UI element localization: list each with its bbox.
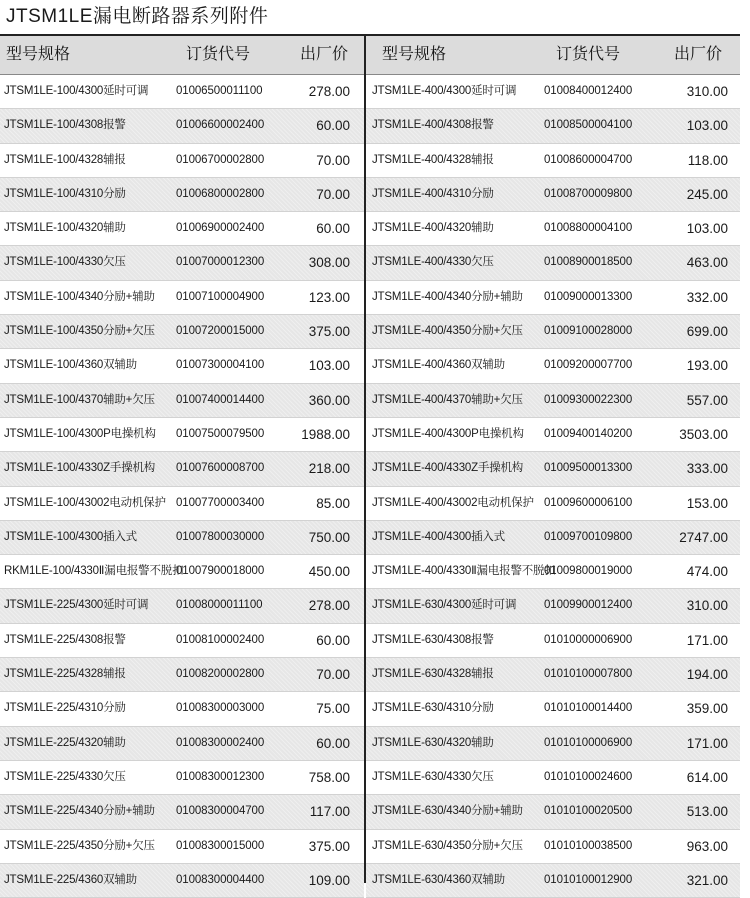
price-cell: 60.00	[316, 632, 350, 648]
price-cell: 359.00	[686, 701, 728, 717]
price-cell: 474.00	[686, 564, 728, 580]
header-price: 出厂价	[674, 46, 723, 63]
table-row	[366, 658, 740, 692]
table-row	[0, 212, 364, 246]
price-cell: 450.00	[308, 564, 350, 580]
code-cell: 01008600004700	[544, 153, 633, 166]
table-row	[366, 864, 740, 898]
table-row	[366, 487, 740, 521]
table-row	[366, 589, 740, 623]
price-cell: 194.00	[686, 667, 728, 683]
price-cell: 557.00	[686, 392, 728, 408]
table-row	[366, 624, 740, 658]
code-cell: 01007900018000	[176, 565, 265, 578]
model-cell: JTSM1LE-630/4308报警	[372, 633, 494, 646]
price-cell: 245.00	[686, 186, 728, 202]
table-row	[0, 864, 364, 898]
table-row	[366, 692, 740, 726]
table-row	[366, 246, 740, 280]
table-row	[366, 521, 740, 555]
code-cell: 01010100006900	[544, 736, 633, 749]
table-row	[0, 521, 364, 555]
code-cell: 01010000006900	[544, 633, 633, 646]
model-cell: JTSM1LE-400/4370辅助+欠压	[372, 393, 523, 406]
price-cell: 699.00	[686, 324, 728, 340]
price-cell: 614.00	[686, 769, 728, 785]
model-cell: JTSM1LE-100/43002电动机保护	[4, 496, 166, 509]
code-cell: 01009400140200	[544, 427, 633, 440]
price-cell: 360.00	[308, 392, 350, 408]
model-cell: JTSM1LE-225/4300延时可调	[4, 599, 149, 612]
table-row	[0, 246, 364, 280]
code-cell: 01010100020500	[544, 805, 633, 818]
model-cell: JTSM1LE-400/4310分励	[372, 187, 494, 200]
right-table-half	[366, 36, 740, 898]
table-row	[0, 315, 364, 349]
code-cell: 01009300022300	[544, 393, 633, 406]
model-cell: JTSM1LE-225/4360双辅助	[4, 873, 137, 886]
table-row	[0, 109, 364, 143]
table-row	[366, 109, 740, 143]
model-cell: JTSM1LE-400/4330欠压	[372, 256, 494, 269]
model-cell: JTSM1LE-100/4370辅助+欠压	[4, 393, 155, 406]
price-cell: 278.00	[308, 84, 350, 99]
table-row	[366, 795, 740, 829]
price-cell: 375.00	[308, 838, 350, 854]
model-cell: JTSM1LE-100/4328辅报	[4, 153, 126, 166]
table-row	[0, 384, 364, 418]
price-cell: 321.00	[686, 872, 728, 888]
price-cell: 117.00	[309, 804, 350, 820]
table-row	[366, 384, 740, 418]
code-cell: 01007000012300	[176, 256, 265, 269]
price-cell: 60.00	[316, 221, 350, 237]
code-cell: 01009700109800	[544, 530, 633, 543]
table-row	[366, 830, 740, 864]
price-cell: 103.00	[686, 221, 728, 237]
table-row	[0, 75, 364, 109]
code-cell: 01006500011100	[176, 85, 263, 97]
header-code: 订货代号	[186, 46, 251, 63]
code-cell: 01008400012400	[544, 85, 633, 97]
price-cell: 332.00	[686, 289, 728, 305]
model-cell: JTSM1LE-225/4350分励+欠压	[4, 839, 155, 852]
model-cell: RKM1LE-100/4330Ⅱ漏电报警不脱扣	[4, 565, 184, 578]
model-cell: JTSM1LE-100/4308报警	[4, 119, 126, 132]
table-row	[366, 555, 740, 589]
table-row	[0, 349, 364, 383]
code-cell: 01007700003400	[176, 496, 265, 509]
left-table-half	[0, 36, 364, 898]
price-cell: 278.00	[308, 598, 350, 614]
model-cell: JTSM1LE-100/4320辅助	[4, 222, 126, 235]
code-cell: 01009500013300	[544, 462, 633, 475]
model-cell: JTSM1LE-400/4300延时可调	[372, 85, 517, 97]
price-cell: 171.00	[686, 735, 728, 751]
code-cell: 01008300004400	[176, 873, 265, 886]
model-cell: JTSM1LE-400/4330Ⅱ漏电报警不脱扣	[372, 565, 556, 578]
table-row	[0, 727, 364, 761]
model-cell: JTSM1LE-400/4300插入式	[372, 530, 505, 543]
price-cell: 70.00	[316, 186, 350, 202]
price-cell: 1988.00	[301, 426, 350, 442]
model-cell: JTSM1LE-400/4350分励+欠压	[372, 325, 523, 338]
table-row	[0, 795, 364, 829]
page-title: JTSM1LE漏电断路器系列附件	[6, 6, 269, 27]
price-cell: 758.00	[308, 769, 350, 785]
table-row	[366, 281, 740, 315]
code-cell: 01008300015000	[176, 839, 265, 852]
price-cell: 85.00	[316, 495, 350, 511]
code-cell: 01006700002800	[176, 153, 265, 166]
code-cell: 01007100004900	[176, 290, 265, 303]
model-cell: JTSM1LE-225/4320辅助	[4, 736, 126, 749]
table-row	[366, 452, 740, 486]
code-cell: 01006800002800	[176, 187, 265, 200]
table-header	[366, 36, 740, 75]
model-cell: JTSM1LE-225/4308报警	[4, 633, 126, 646]
model-cell: JTSM1LE-100/4330欠压	[4, 256, 126, 269]
table-row	[0, 418, 364, 452]
table-row	[366, 144, 740, 178]
code-cell: 01008700009800	[544, 187, 633, 200]
header-model: 型号规格	[382, 46, 447, 63]
model-cell: JTSM1LE-100/4340分励+辅助	[4, 290, 155, 303]
model-cell: JTSM1LE-400/4330Z手操机构	[372, 462, 524, 475]
price-cell: 463.00	[686, 255, 728, 271]
table-row	[0, 487, 364, 521]
price-cell: 60.00	[316, 735, 350, 751]
table-row	[366, 75, 740, 109]
price-cell: 3503.00	[679, 426, 728, 442]
right-table-body	[366, 75, 740, 898]
price-cell: 70.00	[316, 667, 350, 683]
code-cell: 01007300004100	[176, 359, 265, 372]
table-row	[0, 555, 364, 589]
code-cell: 01009600006100	[544, 496, 633, 509]
price-cell: 193.00	[686, 358, 728, 374]
model-cell: JTSM1LE-630/4350分励+欠压	[372, 839, 523, 852]
code-cell: 01010100007800	[544, 668, 633, 681]
price-cell: 963.00	[686, 838, 728, 854]
header-code: 订货代号	[556, 46, 621, 63]
model-cell: JTSM1LE-400/4360双辅助	[372, 359, 505, 372]
code-cell: 01008300002400	[176, 736, 265, 749]
code-cell: 01009900012400	[544, 599, 633, 612]
code-cell: 01007400014400	[176, 393, 265, 406]
model-cell: JTSM1LE-400/4308报警	[372, 119, 494, 132]
price-cell: 2747.00	[679, 529, 728, 545]
table-row	[0, 692, 364, 726]
price-cell: 118.00	[687, 152, 728, 168]
model-cell: JTSM1LE-400/4340分励+辅助	[372, 290, 523, 303]
price-cell: 109.00	[308, 872, 350, 888]
table-row	[366, 315, 740, 349]
column-divider	[364, 36, 366, 883]
code-cell: 01008900018500	[544, 256, 633, 269]
model-cell: JTSM1LE-630/4340分励+辅助	[372, 805, 523, 818]
table-row	[0, 178, 364, 212]
model-cell: JTSM1LE-100/4300P电操机构	[4, 427, 156, 440]
model-cell: JTSM1LE-630/4328辅报	[372, 668, 494, 681]
price-cell: 310.00	[686, 84, 728, 99]
code-cell: 01008300012300	[176, 770, 265, 783]
code-cell: 01007200015000	[176, 325, 265, 338]
model-cell: JTSM1LE-630/4320辅助	[372, 736, 494, 749]
price-cell: 123.00	[308, 289, 350, 305]
model-cell: JTSM1LE-100/4310分励	[4, 187, 126, 200]
code-cell: 01008000011100	[176, 599, 263, 612]
code-cell: 01007500079500	[176, 427, 265, 440]
model-cell: JTSM1LE-400/4320辅助	[372, 222, 494, 235]
model-cell: JTSM1LE-400/43002电动机保护	[372, 496, 534, 509]
model-cell: JTSM1LE-100/4350分励+欠压	[4, 325, 155, 338]
code-cell: 01007600008700	[176, 462, 265, 475]
table-row	[0, 281, 364, 315]
price-cell: 218.00	[308, 461, 350, 477]
table-row	[0, 658, 364, 692]
code-cell: 01008300003000	[176, 702, 265, 715]
model-cell: JTSM1LE-100/4300插入式	[4, 530, 137, 543]
model-cell: JTSM1LE-400/4328辅报	[372, 153, 494, 166]
code-cell: 01008500004100	[544, 119, 633, 132]
model-cell: JTSM1LE-400/4300P电操机构	[372, 427, 524, 440]
model-cell: JTSM1LE-630/4310分励	[372, 702, 494, 715]
price-cell: 310.00	[686, 598, 728, 614]
price-cell: 750.00	[308, 529, 350, 545]
table-row	[0, 761, 364, 795]
code-cell: 01009100028000	[544, 325, 633, 338]
code-cell: 01008800004100	[544, 222, 633, 235]
table-row	[0, 589, 364, 623]
code-cell: 01009800019000	[544, 565, 633, 578]
code-cell: 01010100012900	[544, 873, 633, 886]
price-cell: 103.00	[686, 118, 728, 134]
code-cell: 01009000013300	[544, 290, 633, 303]
code-cell: 01006900002400	[176, 222, 265, 235]
price-cell: 75.00	[316, 701, 350, 717]
price-cell: 103.00	[308, 358, 350, 374]
table-row	[366, 418, 740, 452]
table-row	[0, 452, 364, 486]
left-table-body	[0, 75, 364, 898]
price-cell: 513.00	[686, 804, 728, 820]
table-row	[0, 624, 364, 658]
table-header	[0, 36, 364, 75]
table-row	[366, 349, 740, 383]
price-cell: 70.00	[316, 152, 350, 168]
price-cell: 171.00	[686, 632, 728, 648]
code-cell: 01008100002400	[176, 633, 265, 646]
code-cell: 01007800030000	[176, 530, 265, 543]
model-cell: JTSM1LE-225/4330欠压	[4, 770, 126, 783]
table-row	[366, 727, 740, 761]
model-cell: JTSM1LE-630/4360双辅助	[372, 873, 505, 886]
code-cell: 01010100014400	[544, 702, 633, 715]
price-cell: 60.00	[316, 118, 350, 134]
code-cell: 01006600002400	[176, 119, 265, 132]
price-cell: 308.00	[308, 255, 350, 271]
code-cell: 01010100024600	[544, 770, 633, 783]
model-cell: JTSM1LE-100/4360双辅助	[4, 359, 137, 372]
header-model: 型号规格	[6, 46, 71, 63]
code-cell: 01008200002800	[176, 668, 265, 681]
price-cell: 333.00	[686, 461, 728, 477]
table-row	[0, 830, 364, 864]
model-cell: JTSM1LE-630/4330欠压	[372, 770, 494, 783]
header-price: 出厂价	[300, 46, 349, 63]
table-row	[366, 212, 740, 246]
code-cell: 01010100038500	[544, 839, 633, 852]
model-cell: JTSM1LE-225/4340分励+辅助	[4, 805, 155, 818]
table-row	[366, 178, 740, 212]
price-cell: 375.00	[308, 324, 350, 340]
code-cell: 01008300004700	[176, 805, 265, 818]
model-cell: JTSM1LE-225/4310分励	[4, 702, 126, 715]
model-cell: JTSM1LE-225/4328辅报	[4, 668, 126, 681]
model-cell: JTSM1LE-100/4330Z手操机构	[4, 462, 156, 475]
model-cell: JTSM1LE-100/4300延时可调	[4, 85, 149, 97]
code-cell: 01009200007700	[544, 359, 633, 372]
table-row	[366, 761, 740, 795]
table-row	[0, 144, 364, 178]
model-cell: JTSM1LE-630/4300延时可调	[372, 599, 517, 612]
price-cell: 153.00	[686, 495, 728, 511]
